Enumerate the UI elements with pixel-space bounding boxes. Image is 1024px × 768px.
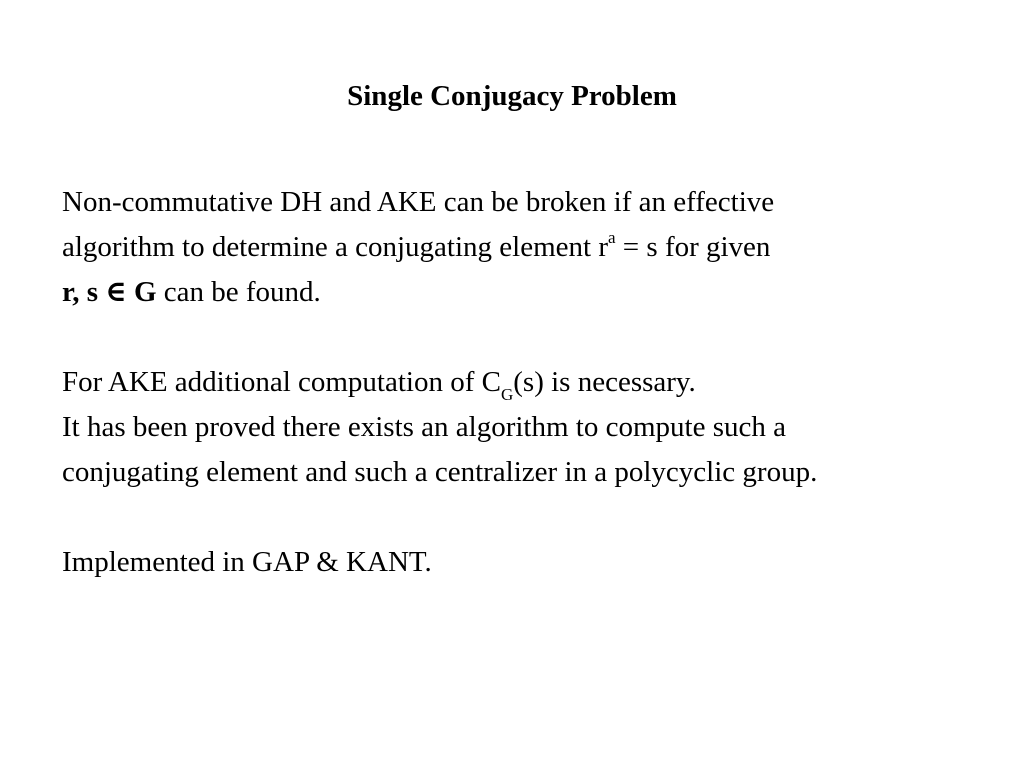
slide-body xyxy=(62,180,1002,585)
slide-title: Single Conjugacy Problem xyxy=(347,80,677,112)
paragraph-spacer xyxy=(62,315,1002,360)
paragraph-2-line-3: conjugating element and such a centralizer in a polycyclic group. xyxy=(62,456,818,488)
paragraph-3-line-1: Implemented in GAP & KANT. xyxy=(62,546,432,578)
paragraph-1-line-2-tail: = s for given xyxy=(615,231,771,263)
paragraph-1-line-1: Non-commutative DH and AKE can be broken if an effective xyxy=(62,186,775,218)
paragraph-1-line-2 xyxy=(62,225,1002,270)
paragraph-1-line-3 xyxy=(62,270,1002,315)
paragraph-2-line-1 xyxy=(62,360,1002,405)
paragraph-2-line-1-text: For AKE additional computation of C xyxy=(62,366,501,398)
paragraph-1-line-2-text: algorithm to determine a conjugating element r xyxy=(62,231,608,263)
paragraph-spacer xyxy=(62,495,1002,540)
paragraph-2-line-1-tail: (s) is necessary. xyxy=(513,366,696,398)
superscript-a: a xyxy=(608,228,616,248)
subscript-g: G xyxy=(500,384,514,404)
group-membership-bold: r, s ∈ G xyxy=(62,276,157,308)
paragraph-2-line-2: It has been proved there exists an algorithm to compute such a xyxy=(62,411,786,443)
paragraph-1-line-3-tail: can be found. xyxy=(156,276,321,308)
